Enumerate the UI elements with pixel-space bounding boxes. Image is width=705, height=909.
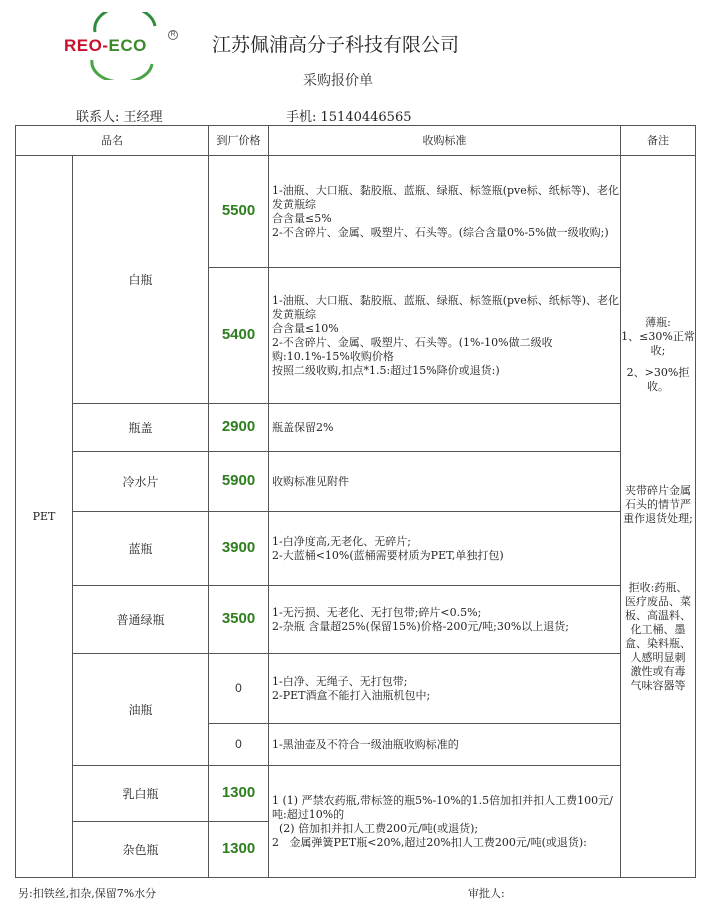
price-value: 5900 [221, 472, 256, 489]
note-line: 人感明显刺 [630, 651, 686, 664]
standard-cell [269, 452, 621, 512]
standard-line: 2-PET酒盒不能打入油瓶机包中; [272, 688, 431, 702]
standard-cell [269, 766, 621, 878]
standard-line: 按照二级收购,扣点*1.5:超过15%降价或退货:) [272, 363, 500, 377]
product-name: 冷水片 [73, 452, 209, 512]
note-line: 盒、染料瓶、 [625, 637, 691, 650]
note-line: 薄瓶: [645, 316, 671, 329]
product-name: 乳白瓶 [73, 766, 209, 822]
logo-text [64, 36, 147, 56]
approver-label: 审批人: [468, 887, 505, 900]
standard-line: 2-不含碎片、金属、吸塑片、石头等。(综合含量0%-5%做一级收购;) [272, 225, 609, 239]
category-cell: PET [16, 156, 73, 878]
standard-cell [269, 156, 621, 268]
standard-line: 2 金属弹簧PET瓶<20%,超过20%扣人工费200元/吨(或退货): [272, 835, 587, 849]
logo-eco: ECO [108, 36, 147, 55]
price-cell [209, 452, 269, 512]
standard-line: 1 (1) 严禁农药瓶,带标签的瓶5%-10%的1.5倍加扣并扣人工费100元/吨:超过10%的 [272, 793, 613, 821]
note-line: 激性或有毒 [630, 665, 686, 678]
document-title: 采购报价单 [303, 73, 373, 89]
standard-cell [269, 724, 621, 766]
price-cell [209, 512, 269, 586]
standard-line: 1-油瓶、大口瓶、黏胶瓶、蓝瓶、绿瓶、标签瓶(pve标、纸标等)、老化发黄瓶综 [272, 183, 620, 211]
footer-note: 另:扣铁丝,扣杂,保留7%水分 [18, 887, 157, 900]
standard-line: 1-白净度高,无老化、无碎片; [272, 534, 411, 548]
note-line: 石头的情节严 [625, 498, 691, 511]
price-cell [209, 724, 269, 766]
price-table [15, 125, 696, 878]
standard-cell [269, 586, 621, 654]
product-name: 瓶盖 [73, 404, 209, 452]
logo-reo: REO- [64, 36, 109, 55]
price-cell [209, 586, 269, 654]
table-row [16, 766, 696, 822]
price-cell [209, 156, 269, 268]
price-value: 0 [235, 681, 242, 695]
product-name: 杂色瓶 [73, 822, 209, 878]
product-name-white: 白瓶 [73, 156, 209, 404]
price-cell [209, 268, 269, 404]
note-line: 1、≤30%正常收; [621, 330, 695, 357]
note-thin-bottle [621, 316, 695, 394]
standard-line: 瓶盖保留2% [272, 420, 334, 434]
price-value: 0 [235, 737, 242, 751]
table-row [16, 452, 696, 512]
price-cell [209, 404, 269, 452]
registered-mark-icon: R [168, 30, 178, 40]
price-value: 1300 [221, 784, 256, 801]
standard-line: 收购标准见附件 [272, 474, 349, 488]
price-cell [209, 766, 269, 822]
standard-cell [269, 512, 621, 586]
contact-person: 联系人: 王经理 [76, 110, 163, 125]
price-value: 5400 [221, 326, 256, 343]
note-cell [621, 156, 696, 878]
table-header-row [16, 126, 696, 156]
note-line: 医疗废品、菜 [625, 595, 691, 608]
product-name-oil: 油瓶 [73, 654, 209, 766]
note-reject [621, 581, 695, 693]
standard-line: 2-不含碎片、金属、吸塑片、石头等。(1%-10%做二级收购:10.1%-15%收购价格 [272, 335, 553, 363]
standard-cell [269, 654, 621, 724]
standard-line: 2-杂瓶 含量超25%(保留15%)价格-200元/吨;30%以上退货; [272, 619, 569, 633]
standard-line: 合含量≤10% [272, 321, 339, 335]
standard-line: 1-无污损、无老化、无打包带;碎片<0.5%; [272, 605, 482, 619]
standard-line: 1-白净、无绳子、无打包带; [272, 674, 408, 688]
standard-line: 1-油瓶、大口瓶、黏胶瓶、蓝瓶、绿瓶、标签瓶(pve标、纸标等)、老化发黄瓶综 [272, 293, 620, 321]
standard-line: (2) 倍加扣并扣人工费200元/吨(或退货); [272, 821, 479, 835]
table-row [16, 512, 696, 586]
table-row [16, 654, 696, 724]
price-value: 3500 [221, 610, 256, 627]
product-name: 普通绿瓶 [73, 586, 209, 654]
company-name: 江苏佩浦高分子科技有限公司 [212, 34, 460, 56]
header-product-name: 品名 [16, 126, 209, 156]
standard-cell [269, 404, 621, 452]
header-standard: 收购标准 [269, 126, 621, 156]
standard-line: 1-黑油壶及不符合一级油瓶收购标准的 [272, 737, 459, 751]
table-row [16, 156, 696, 268]
price-value: 5500 [221, 202, 256, 219]
note-line: 板、高温料、 [625, 609, 691, 622]
note-line: 拒收:药瓶、 [628, 581, 688, 594]
note-line: 化工桶、墨 [630, 623, 686, 636]
note-line: 重作退货处理; [623, 512, 693, 525]
price-cell [209, 822, 269, 878]
standard-cell [269, 268, 621, 404]
price-cell [209, 654, 269, 724]
product-name: 蓝瓶 [73, 512, 209, 586]
standard-line: 2-大蓝桶<10%(蓝桶需要材质为PET,单独打包) [272, 548, 504, 562]
table-row [16, 404, 696, 452]
price-value: 1300 [221, 840, 256, 857]
header-note: 备注 [621, 126, 696, 156]
table-row [16, 586, 696, 654]
company-logo [60, 12, 180, 80]
note-metal [621, 484, 695, 526]
header-price: 到厂价格 [209, 126, 269, 156]
note-line: 2、>30%拒收。 [626, 366, 690, 393]
phone-number: 手机: 15140446565 [286, 110, 412, 125]
note-line: 气味容器等 [630, 679, 686, 692]
price-value: 3900 [221, 539, 256, 556]
price-value: 2900 [221, 418, 256, 435]
note-line: 夹带碎片金属 [625, 484, 691, 497]
standard-line: 合含量≤5% [272, 211, 332, 225]
